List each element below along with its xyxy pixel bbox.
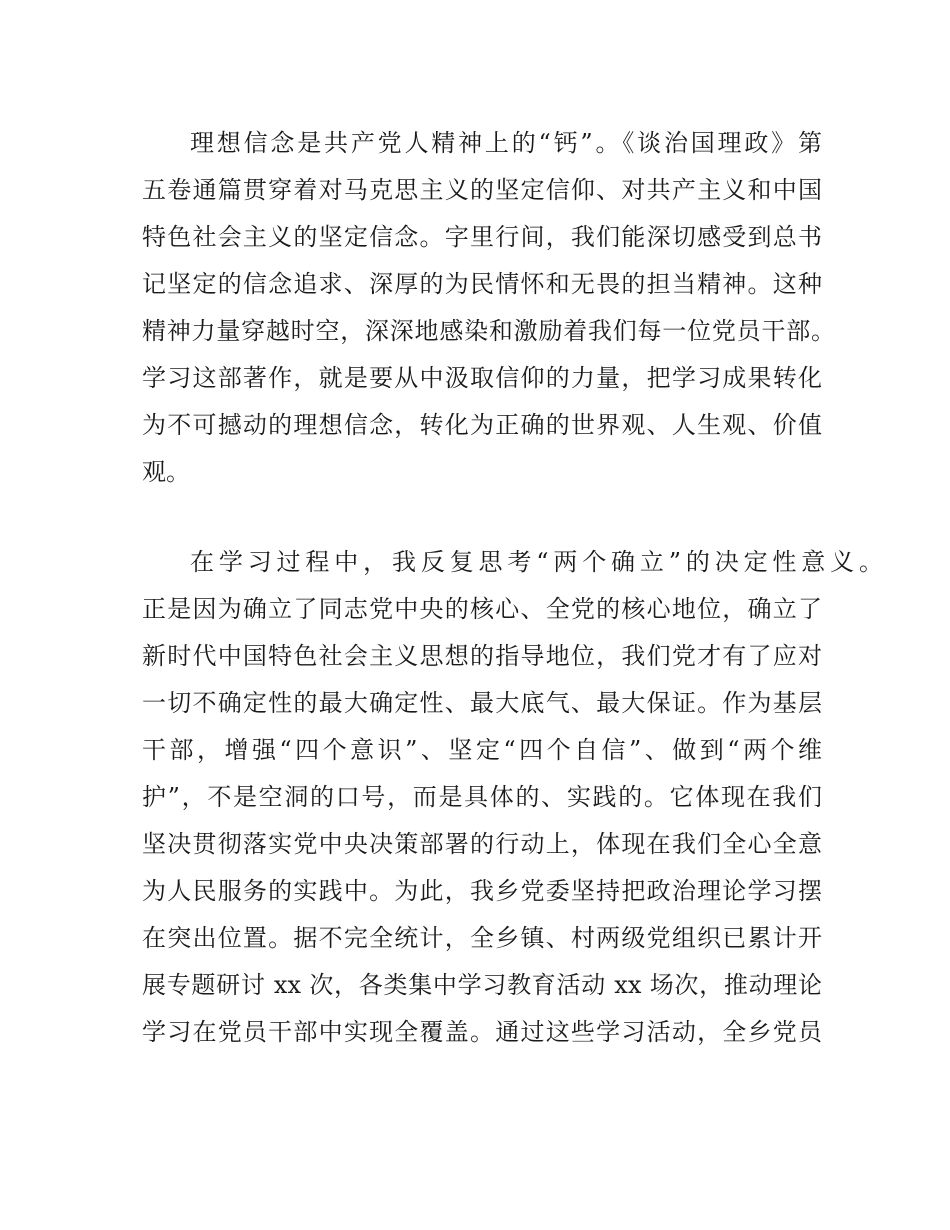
text-line: 在突出位置。据不完全统计，全乡镇、村两级党组织已累计开 [142, 924, 822, 952]
paragraph-two-establishes [142, 539, 883, 1056]
text-line: 理想信念是共产党人精神上的“钙”。《谈治国理政》第 [190, 129, 822, 157]
text-line: 记坚定的信念追求、深厚的为民情怀和无畏的担当精神。这种 [142, 270, 822, 298]
text-line: 五卷通篇贯穿着对马克思主义的坚定信仰、对共产主义和中国 [142, 176, 822, 204]
text-line: 为不可撼动的理想信念，转化为正确的世界观、人生观、价值 [142, 411, 822, 439]
text-line: 新时代中国特色社会主义思想的指导地位，我们党才有了应对 [142, 642, 822, 670]
text-line: 干部，增强“四个意识”、坚定“四个自信”、做到“两个维 [142, 736, 822, 764]
text-line: 学习在党员干部中实现全覆盖。通过这些学习活动，全乡党员 [142, 1018, 822, 1046]
paragraph-ideals-and-beliefs [142, 120, 835, 496]
text-line: 一切不确定性的最大确定性、最大底气、最大保证。作为基层 [142, 689, 822, 717]
text-line: 在学习过程中，我反复思考“两个确立”的决定性意义。 [190, 548, 883, 576]
text-line: 展专题研讨 xx 次，各类集中学习教育活动 xx 场次，推动理论 [142, 971, 822, 999]
text-line: 观。 [142, 458, 190, 486]
text-line: 精神力量穿越时空，深深地感染和激励着我们每一位党员干部。 [142, 317, 835, 345]
text-line: 学习这部著作，就是要从中汲取信仰的力量，把学习成果转化 [142, 364, 822, 392]
text-line: 特色社会主义的坚定信念。字里行间，我们能深切感受到总书 [142, 223, 822, 251]
text-line: 正是因为确立了同志党中央的核心、全党的核心地位，确立了 [142, 595, 822, 623]
text-line: 为人民服务的实践中。为此，我乡党委坚持把政治理论学习摆 [142, 877, 822, 905]
document-page [142, 120, 883, 1056]
text-line: 护”，不是空洞的口号，而是具体的、实践的。它体现在我们 [142, 783, 822, 811]
text-line: 坚决贯彻落实党中央决策部署的行动上，体现在我们全心全意 [142, 830, 822, 858]
